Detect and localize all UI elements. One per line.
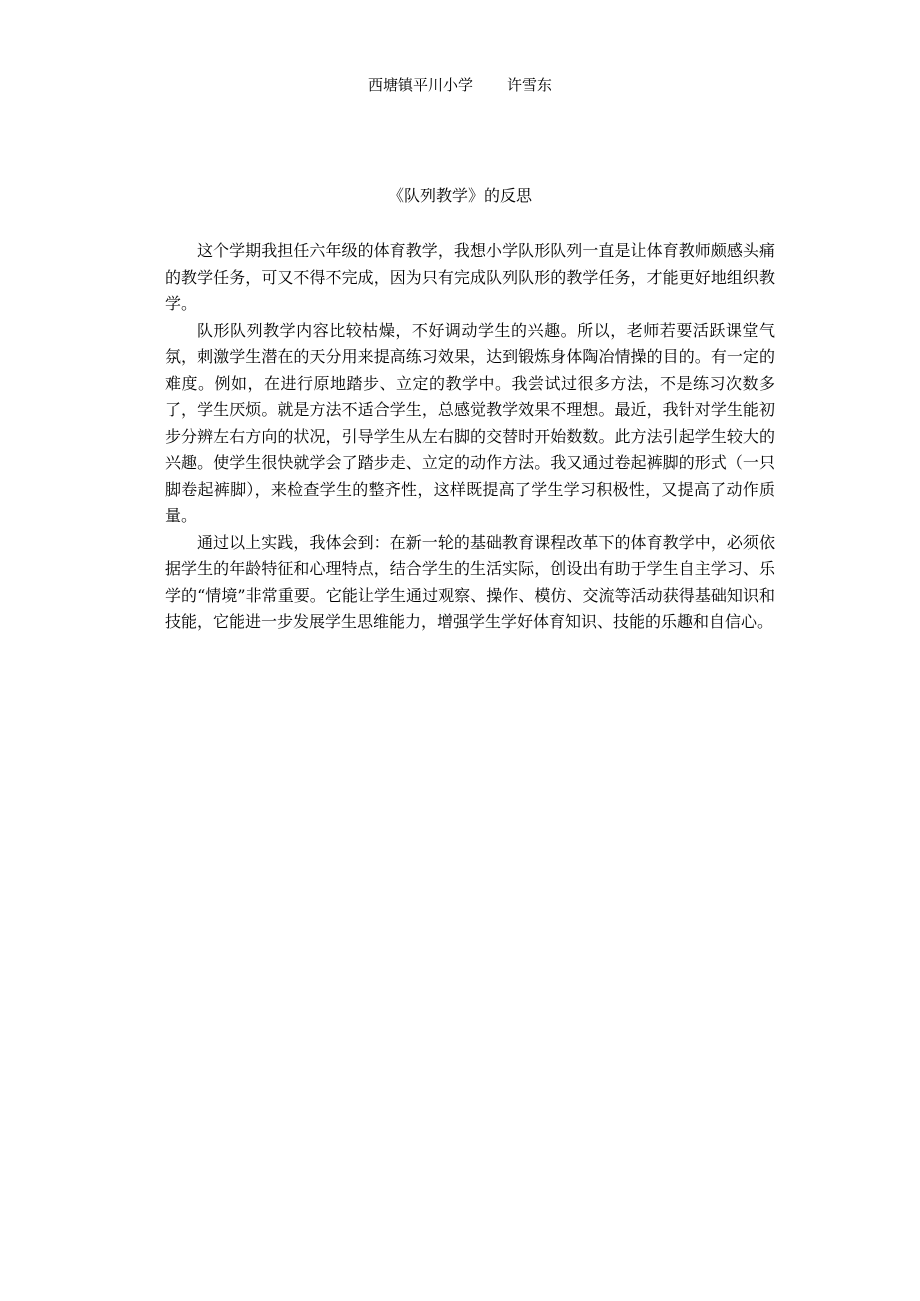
paragraph-3: 通过以上实践，我体会到：在新一轮的基础教育课程改革下的体育教学中，必须依据学生的年龄特征和心理特点，结合学生的生活实际，创设出有助于学生自主学习、乐学的“情境”非常重要。它能让学生通过观察、操作、模仿、交流等活动获得基础知识和技能，它能进一步发展学生思维能力，增强学生学好体育知识、技能的乐趣和自信心。: [165, 532, 775, 631]
document-body: [165, 238, 775, 636]
header-line: [0, 75, 920, 95]
paragraph-1: 这个学期我担任六年级的体育教学，我想小学队形队列一直是让体育教师颇感头痛的教学任务，可又不得不完成，因为只有完成队列队形的教学任务，才能更好地组织教学。: [165, 241, 775, 313]
document-title: 《队列教学》的反思: [387, 186, 532, 205]
paragraph-2: 队形队列教学内容比较枯燥，不好调动学生的兴趣。所以，老师若要活跃课堂气氛，刺激学生潜在的天分用来提高练习效果，达到锻炼身体陶冶情操的目的。有一定的难度。例如，在进行原地踏步、立定的教学中。我尝试过很多方法，不是练习次数多了，学生厌烦。就是方法不适合学生，总感觉教学效果不理想。最近，我针对学生能初步分辨左右方向的状况，引导学生从左右脚的交替时开始数数。此方法引起学生较大的兴趣。使学生很快就学会了踏步走、立定的动作方法。我又通过卷起裤脚的形式（一只脚卷起裤脚），来检查学生的整齐性，这样既提高了学生学习积极性，又提高了动作质量。: [165, 320, 775, 525]
school-name: 西塘镇平川小学: [367, 76, 473, 94]
author-name: 许雪东: [507, 76, 553, 94]
